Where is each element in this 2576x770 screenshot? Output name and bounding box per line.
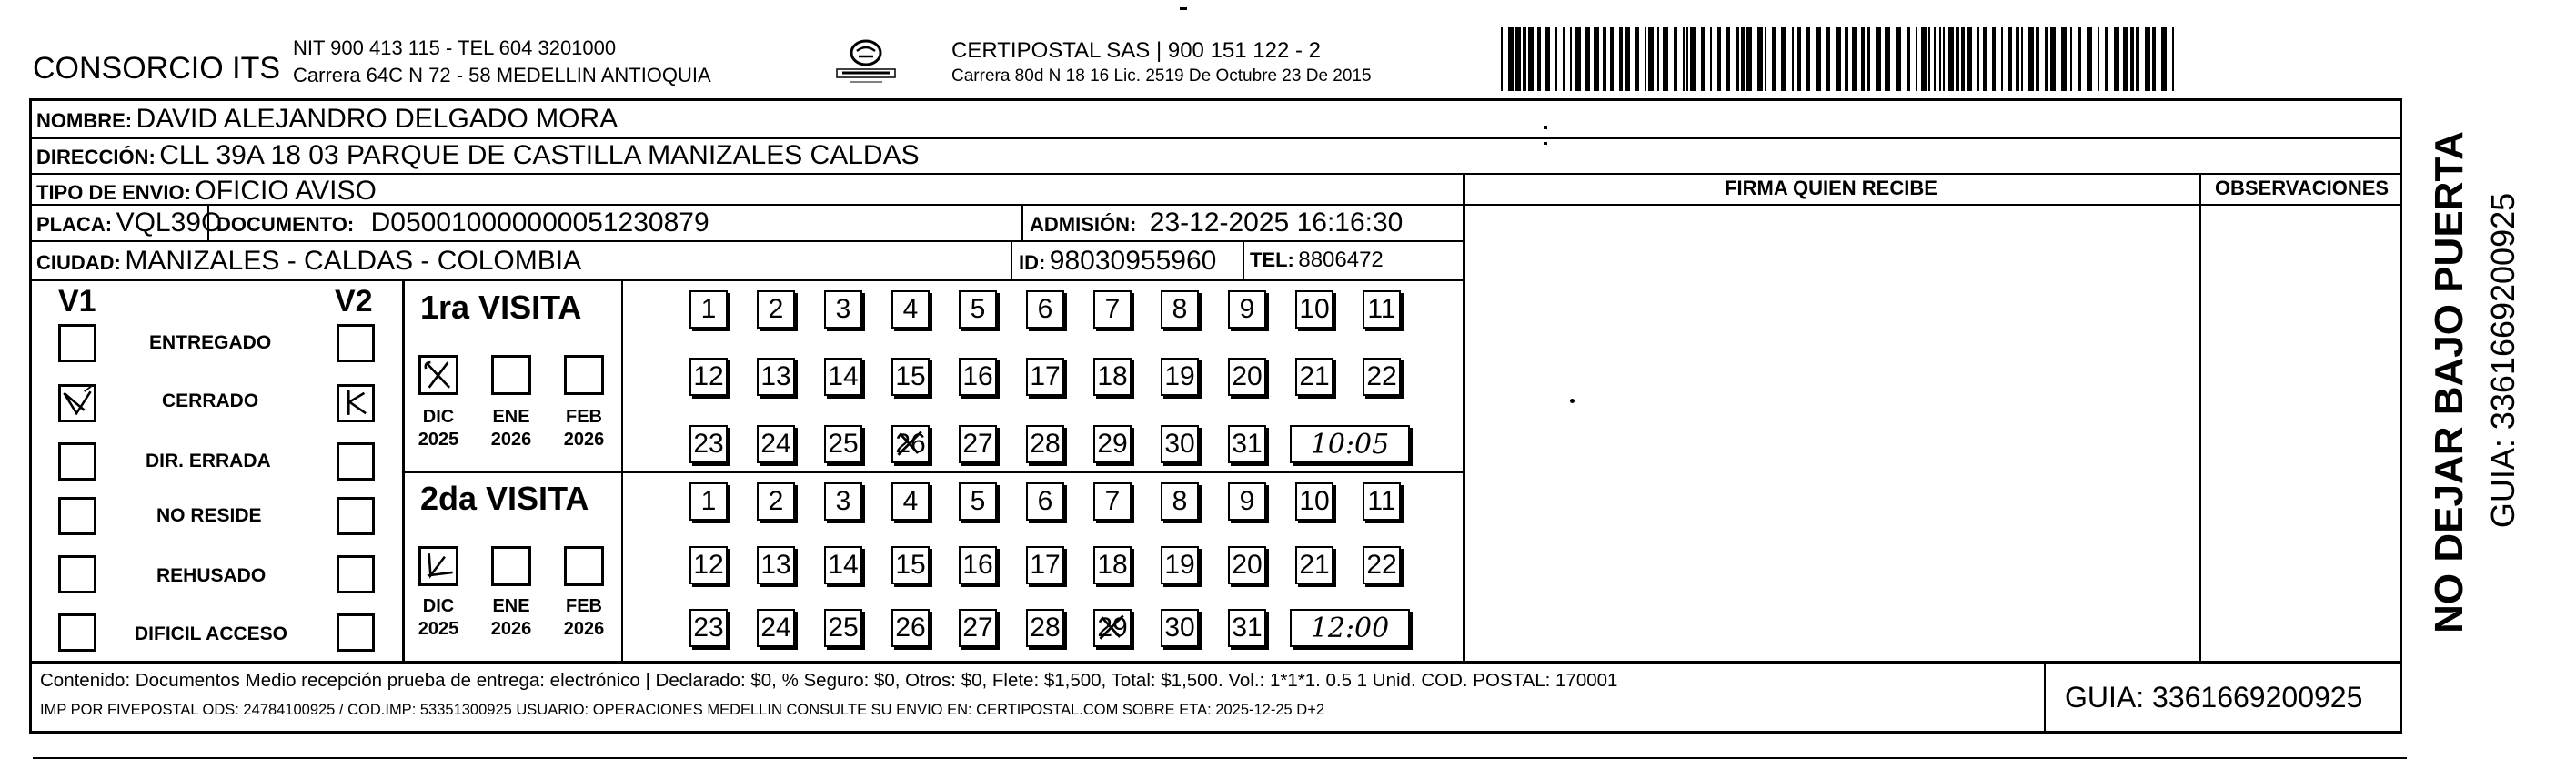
visit2-day-3[interactable]: 3 — [824, 482, 862, 521]
barcode — [1501, 27, 2179, 91]
visit2-month-dic — [409, 595, 468, 641]
visit2-day-12[interactable]: 12 — [689, 546, 728, 584]
v2-checkbox-dir-errada[interactable] — [337, 442, 375, 481]
barcode-bar — [1757, 27, 1763, 91]
barcode-bar — [1603, 27, 1606, 91]
visit1-title: 1ra VISITA — [420, 289, 582, 326]
visit1-month-ene — [482, 406, 540, 451]
visit1-day-16[interactable]: 16 — [959, 358, 997, 396]
placa-label: PLACA: — [36, 213, 113, 236]
visit2-day-14[interactable]: 14 — [824, 546, 862, 584]
year-label: 2025 — [418, 430, 459, 450]
barcode-bar — [1934, 27, 1936, 91]
company-nit: NIT 900 413 115 - TEL 604 3201000 — [293, 36, 617, 59]
visit1-day-26[interactable]: 26 — [891, 425, 930, 463]
tel-label: TEL: — [1250, 248, 1294, 271]
barcode-bar — [1545, 27, 1550, 91]
visit1-day-15[interactable]: 15 — [891, 358, 930, 396]
month-label: ENE — [492, 407, 530, 427]
visit1-day-12[interactable]: 12 — [689, 358, 728, 396]
visit2-day-4[interactable]: 4 — [891, 482, 930, 521]
firma-header: FIRMA QUIEN RECIBE — [1725, 177, 1937, 199]
visit2-day-21[interactable]: 21 — [1295, 546, 1333, 584]
visit1-day-19[interactable]: 19 — [1161, 358, 1199, 396]
visit1-day-10[interactable]: 10 — [1295, 290, 1333, 329]
visit2-day-25[interactable]: 25 — [824, 609, 862, 647]
barcode-bar — [1836, 27, 1841, 91]
bottom-rule — [33, 757, 2407, 759]
observaciones-header: OBSERVACIONES — [2214, 177, 2390, 199]
barcode-bar — [1845, 27, 1848, 91]
tipo-envio-row — [36, 177, 377, 205]
visit2-day-24[interactable]: 24 — [757, 609, 795, 647]
ciudad-field — [36, 248, 581, 275]
ciudad-label: CIUDAD: — [36, 251, 121, 274]
visit2-day-31[interactable]: 31 — [1228, 609, 1266, 647]
status-option-label: DIR. ERRADA — [146, 451, 271, 471]
footer-guia: GUIA: 3361669200925 — [2065, 681, 2363, 714]
v2-checkbox-dificil-acceso[interactable] — [337, 613, 375, 652]
status-option-label: DIFICIL ACCESO — [135, 623, 288, 644]
visit2-day-10[interactable]: 10 — [1295, 482, 1333, 521]
v1-checkbox-dir-errada[interactable] — [58, 442, 96, 481]
visit2-day-18[interactable]: 18 — [1093, 546, 1132, 584]
barcode-bar — [2136, 27, 2139, 91]
visit2-day-8[interactable]: 8 — [1161, 482, 1199, 521]
visit2-month-ene — [482, 595, 540, 641]
tipo-envio-label: TIPO DE ENVIO: — [36, 181, 191, 204]
v1-checkbox-dificil-acceso[interactable] — [58, 613, 96, 652]
visit1-day-30[interactable]: 30 — [1161, 425, 1199, 463]
visit1-day-2[interactable]: 2 — [757, 290, 795, 329]
barcode-bar — [2114, 27, 2119, 91]
barcode-bar — [1657, 27, 1659, 91]
dot-mark — [1544, 142, 1547, 145]
visit1-day-23[interactable]: 23 — [689, 425, 728, 463]
tel-field — [1250, 249, 1384, 271]
visit2-day-2[interactable]: 2 — [757, 482, 795, 521]
visit1-day-22[interactable]: 22 — [1363, 358, 1401, 396]
barcode-bar — [1939, 27, 1941, 91]
barcode-bar — [1690, 27, 1696, 91]
visit1-month-dic-checkbox[interactable] — [418, 355, 458, 395]
year-label: 2026 — [490, 430, 532, 450]
visit2-month-dic-checkbox[interactable] — [418, 546, 458, 586]
barcode-bar — [1528, 27, 1534, 91]
visit2-month-ene-checkbox[interactable] — [491, 546, 531, 586]
side-warning: NO DEJAR BAJO PUERTA — [2427, 131, 2471, 633]
visit1-day-31[interactable]: 31 — [1228, 425, 1266, 463]
month-label: FEB — [566, 407, 602, 427]
status-option-label: CERRADO — [162, 390, 259, 411]
barcode-bar — [1956, 27, 1959, 91]
barcode-bar — [1717, 27, 1721, 91]
certipostal-logo — [830, 35, 902, 89]
tel-value: 8806472 — [1298, 248, 1384, 272]
status-option-label: NO RESIDE — [156, 505, 262, 526]
barcode-bar — [2016, 27, 2019, 91]
barcode-bar — [2036, 27, 2039, 91]
tipo-envio-value: OFICIO AVISO — [195, 176, 377, 206]
barcode-bar — [1523, 27, 1526, 91]
nombre-value: DAVID ALEJANDRO DELGADO MORA — [136, 104, 619, 134]
barcode-bar — [1977, 27, 1979, 91]
barcode-bar — [1701, 27, 1705, 91]
barcode-bar — [2045, 27, 2048, 91]
visit1-day-7[interactable]: 7 — [1093, 290, 1132, 329]
visit1-day-20[interactable]: 20 — [1228, 358, 1266, 396]
admision-value: 23-12-2025 16:16:30 — [1149, 208, 1404, 238]
carrier-license: Carrera 80d N 18 16 Lic. 2519 De Octubre 23 De 2015 — [951, 66, 1372, 86]
barcode-bar — [1683, 27, 1685, 91]
barcode-bar — [2028, 27, 2034, 91]
visit2-month-feb — [555, 595, 613, 641]
visit2-day-5[interactable]: 5 — [959, 482, 997, 521]
barcode-bar — [1816, 27, 1821, 91]
year-label: 2026 — [563, 619, 605, 639]
documento-field — [216, 209, 709, 237]
year-label: 2025 — [418, 619, 459, 639]
barcode-bar — [1826, 27, 1830, 91]
barcode-bar — [2145, 27, 2150, 91]
ciudad-value: MANIZALES - CALDAS - COLOMBIA — [125, 246, 582, 276]
visit1-day-27[interactable]: 27 — [959, 425, 997, 463]
barcode-bar — [2105, 27, 2108, 91]
visit1-day-25[interactable]: 25 — [824, 425, 862, 463]
barcode-bar — [1916, 27, 1917, 91]
footer-content-line: Contenido: Documentos Medio recepción prueba de entrega: electrónico | Declarado: $0, % Seguro: $0, Otros: $0, Flete: $1,500, Total: $1,500. Vol.: 1*1*1. 0.5 1 Unid. COD. POSTAL: 170001 — [40, 670, 1618, 691]
barcode-bar — [1645, 27, 1646, 91]
visit1-day-9[interactable]: 9 — [1228, 290, 1266, 329]
visit2-day-26[interactable]: 26 — [891, 609, 930, 647]
barcode-bar — [1992, 27, 1996, 91]
v1-checkbox-cerrado[interactable] — [58, 384, 96, 422]
barcode-bar — [1885, 27, 1890, 91]
visit2-day-17[interactable]: 17 — [1026, 546, 1064, 584]
barcode-bar — [1746, 27, 1752, 91]
visit2-day-7[interactable]: 7 — [1093, 482, 1132, 521]
barcode-bar — [1686, 27, 1688, 91]
barcode-bar — [1772, 27, 1776, 91]
barcode-bar — [2001, 27, 2003, 91]
barcode-bar — [1852, 27, 1857, 91]
v2-checkbox-rehusado[interactable] — [337, 555, 375, 593]
visit1-month-ene-checkbox[interactable] — [491, 355, 531, 395]
visit1-day-21[interactable]: 21 — [1295, 358, 1333, 396]
month-label: DIC — [422, 596, 455, 616]
barcode-bar — [2098, 27, 2099, 91]
status-option-label: ENTREGADO — [149, 332, 272, 353]
visit1-day-29[interactable]: 29 — [1093, 425, 1132, 463]
barcode-bar — [1619, 27, 1623, 91]
barcode-bar — [1625, 27, 1630, 91]
barcode-bar — [1726, 27, 1730, 91]
barcode-bar — [1575, 27, 1581, 91]
month-label: ENE — [492, 596, 530, 616]
direccion-label: DIRECCIÓN: — [36, 146, 156, 168]
barcode-bar — [1508, 27, 1514, 91]
barcode-bar — [1876, 27, 1881, 91]
id-value: 98030955960 — [1049, 246, 1217, 276]
visit2-day-27[interactable]: 27 — [959, 609, 997, 647]
visit2-day-23[interactable]: 23 — [689, 609, 728, 647]
visit2-day-6[interactable]: 6 — [1026, 482, 1064, 521]
visit2-title: 2da VISITA — [420, 480, 589, 517]
footer-imp-line: IMP POR FIVEPOSTAL ODS: 24784100925 / COD.IMP: 53351300925 USUARIO: OPERACIONES MEDELLIN CONSULTE SU ENVIO EN: CERTIPOSTAL.COM SOBRE ETA: 2025-12-25 D+2 — [40, 702, 1325, 718]
placa-field — [36, 209, 221, 237]
barcode-bar — [1781, 27, 1786, 91]
visit1-day-24[interactable]: 24 — [757, 425, 795, 463]
visit1-month-feb — [555, 406, 613, 451]
barcode-bar — [2078, 27, 2081, 91]
barcode-bar — [1555, 27, 1557, 91]
visit2-day-22[interactable]: 22 — [1363, 546, 1401, 584]
barcode-bar — [1948, 27, 1954, 91]
admision-label: ADMISIÓN: — [1030, 213, 1137, 236]
year-label: 2026 — [490, 619, 532, 639]
visit2-month-feb-checkbox[interactable] — [564, 546, 604, 586]
barcode-bar — [1792, 27, 1794, 91]
company-name: CONSORCIO ITS — [33, 51, 281, 86]
visit2-day-19[interactable]: 19 — [1161, 546, 1199, 584]
nombre-row — [36, 106, 618, 133]
month-label: FEB — [566, 596, 602, 616]
v1-checkbox-no-reside[interactable] — [58, 497, 96, 535]
barcode-bar — [1928, 27, 1930, 91]
visit1-day-1[interactable]: 1 — [689, 290, 728, 329]
documento-label: DOCUMENTO: — [216, 213, 355, 236]
documento-value: D050010000000051230879 — [370, 208, 709, 238]
direccion-value: CLL 39A 18 03 PARQUE DE CASTILLA MANIZALES CALDAS — [159, 140, 920, 170]
visit2-day-29[interactable]: 29 — [1093, 609, 1132, 647]
barcode-bar — [2172, 27, 2174, 91]
visit1-day-13[interactable]: 13 — [757, 358, 795, 396]
barcode-bar — [1797, 27, 1801, 91]
v2-checkbox-no-reside[interactable] — [337, 497, 375, 535]
visit2-time-field[interactable]: 12:00 — [1290, 609, 1410, 647]
visit1-month-feb-checkbox[interactable] — [564, 355, 604, 395]
v2-label: V2 — [335, 284, 373, 319]
direccion-row — [36, 142, 920, 169]
v1-checkbox-rehusado[interactable] — [58, 555, 96, 593]
id-label: ID: — [1019, 251, 1046, 274]
barcode-bar — [1594, 27, 1599, 91]
nombre-label: NOMBRE: — [36, 109, 133, 132]
barcode-bar — [2130, 27, 2134, 91]
barcode-bar — [1635, 27, 1639, 91]
barcode-bar — [1806, 27, 1810, 91]
v2-checkbox-cerrado[interactable] — [337, 384, 375, 422]
barcode-bar — [2161, 27, 2167, 91]
visit2-day-20[interactable]: 20 — [1228, 546, 1266, 584]
visit1-time-field[interactable]: 10:05 — [1290, 425, 1410, 463]
status-option-label: REHUSADO — [156, 565, 267, 586]
barcode-bar — [2050, 27, 2056, 91]
company-address: Carrera 64C N 72 - 58 MEDELLIN ANTIOQUIA — [293, 64, 711, 86]
barcode-bar — [2008, 27, 2012, 91]
barcode-bar — [1563, 27, 1565, 91]
month-label: DIC — [422, 407, 455, 427]
barcode-bar — [1610, 27, 1614, 91]
visit2-day-13[interactable]: 13 — [757, 546, 795, 584]
barcode-bar — [1570, 27, 1572, 91]
visit2-day-9[interactable]: 9 — [1228, 482, 1266, 521]
v2-checkbox-entregado[interactable] — [337, 324, 375, 362]
visit1-day-18[interactable]: 18 — [1093, 358, 1132, 396]
barcode-bar — [1663, 27, 1668, 91]
barcode-bar — [1943, 27, 1945, 91]
visit2-day-15[interactable]: 15 — [891, 546, 930, 584]
barcode-bar — [1585, 27, 1590, 91]
barcode-bar — [1861, 27, 1865, 91]
barcode-bar — [2070, 27, 2072, 91]
barcode-bar — [1967, 27, 1972, 91]
side-guia: GUIA: 3361669200925 — [2484, 192, 2521, 529]
signature-dot — [1570, 399, 1575, 403]
barcode-bar — [1765, 27, 1766, 91]
barcode-bar — [2021, 27, 2023, 91]
visit2-day-16[interactable]: 16 — [959, 546, 997, 584]
barcode-bar — [2087, 27, 2092, 91]
year-label: 2026 — [563, 430, 605, 450]
carrier-name: CERTIPOSTAL SAS | 900 151 122 - 2 — [951, 38, 1321, 63]
v1-label: V1 — [58, 284, 96, 319]
visit2-day-28[interactable]: 28 — [1026, 609, 1064, 647]
barcode-bar — [2123, 27, 2128, 91]
barcode-bar — [1896, 27, 1901, 91]
visit1-day-11[interactable]: 11 — [1363, 290, 1401, 329]
visit2-day-1[interactable]: 1 — [689, 482, 728, 521]
visit1-day-6[interactable]: 6 — [1026, 290, 1064, 329]
placa-value: VQL39C — [116, 208, 221, 238]
barcode-bar — [2061, 27, 2067, 91]
visit1-month-dic — [409, 406, 468, 451]
barcode-bar — [1674, 27, 1677, 91]
visit1-day-3[interactable]: 3 — [824, 290, 862, 329]
barcode-bar — [1921, 27, 1927, 91]
visit1-day-4[interactable]: 4 — [891, 290, 930, 329]
admision-field — [1030, 209, 1403, 237]
visit1-day-28[interactable]: 28 — [1026, 425, 1064, 463]
barcode-bar — [1537, 27, 1541, 91]
barcode-bar — [1515, 27, 1521, 91]
barcode-bar — [1710, 27, 1712, 91]
barcode-bar — [1736, 27, 1739, 91]
small-dash — [1180, 7, 1187, 10]
barcode-bar — [1867, 27, 1870, 91]
visit1-day-14[interactable]: 14 — [824, 358, 862, 396]
barcode-bar — [2152, 27, 2156, 91]
visit2-day-30[interactable]: 30 — [1161, 609, 1199, 647]
barcode-bar — [1741, 27, 1745, 91]
dot-mark — [1544, 126, 1547, 129]
visit1-day-8[interactable]: 8 — [1161, 290, 1199, 329]
visit1-day-17[interactable]: 17 — [1026, 358, 1064, 396]
v1-checkbox-entregado[interactable] — [58, 324, 96, 362]
barcode-bar — [1961, 27, 1965, 91]
barcode-bar — [1983, 27, 1987, 91]
visit2-day-11[interactable]: 11 — [1363, 482, 1401, 521]
barcode-bar — [1907, 27, 1910, 91]
barcode-bar — [1501, 27, 1503, 91]
id-field — [1019, 248, 1216, 275]
visit1-day-5[interactable]: 5 — [959, 290, 997, 329]
barcode-bar — [1648, 27, 1654, 91]
